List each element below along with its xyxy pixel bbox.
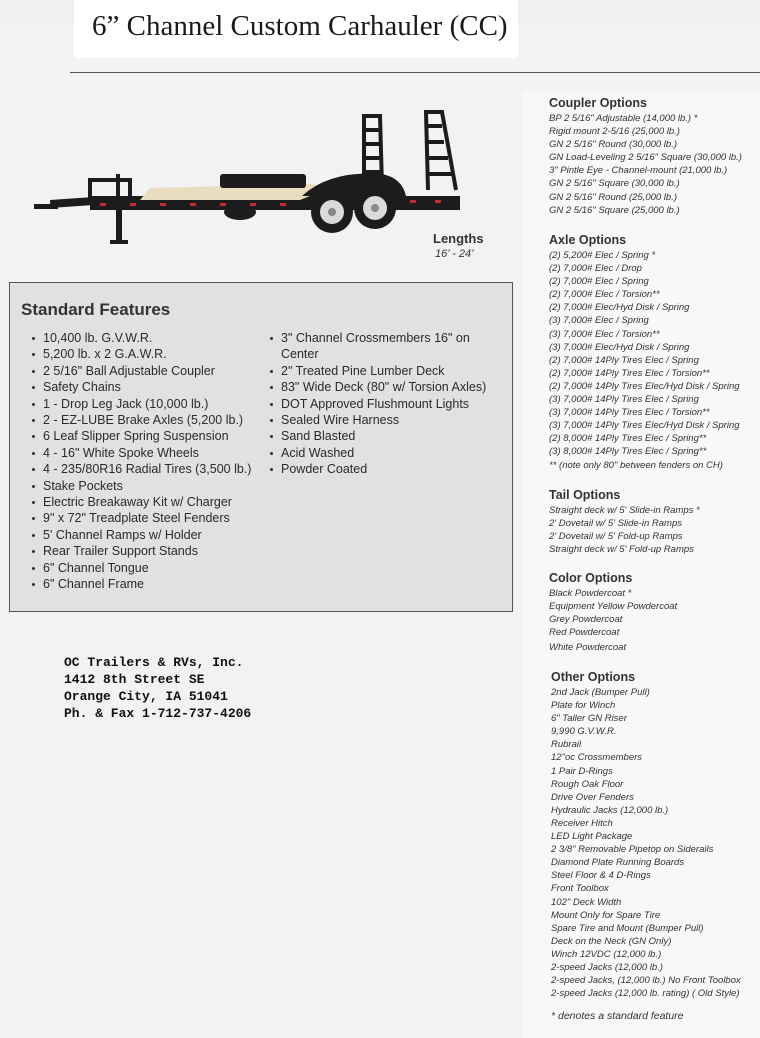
option-item: Front Toolbox	[551, 883, 609, 895]
feature-item: DOT Approved Flushmount Lights	[268, 396, 508, 412]
option-item: Rigid mount 2-5/16 (25,000 lb.)	[549, 126, 680, 138]
option-item: 2' Dovetail w/ 5' Slide-in Ramps	[549, 518, 682, 530]
option-item: 2-speed Jacks, (12,000 lb.) No Front Toolbox	[551, 975, 741, 987]
feature-item: Stake Pockets	[30, 478, 275, 494]
feature-item: Sealed Wire Harness	[268, 412, 508, 428]
axle-options-section	[549, 233, 740, 472]
option-item: (3) 7,000# 14Ply Tires Elec / Torsion**	[549, 407, 710, 419]
option-item: 2nd Jack (Bumper Pull)	[551, 687, 650, 698]
feature-item: 83" Wide Deck (80" w/ Torsion Axles)	[268, 379, 508, 395]
option-item: GN 2 5/16" Round (30,000 lb.)	[549, 139, 678, 151]
option-item: (2) 7,000# Elec / Torsion**	[549, 289, 660, 301]
title-rule	[70, 72, 760, 73]
option-item: Rough Oak Floor	[551, 778, 624, 790]
lengths-value: 16’ - 24’	[435, 248, 474, 260]
option-item: 9,990 G.V.W.R.	[551, 726, 617, 738]
option-item: (3) 7,000# 14Ply Tires Elec/Hyd Disk / Spring	[549, 420, 740, 432]
feature-item: Powder Coated	[268, 461, 508, 477]
option-item: Drive Over Fenders	[551, 791, 634, 803]
option-item: 2 3/8" Removable Pipetop on Siderails	[551, 844, 714, 856]
option-item: GN 2 5/16" Round (25,000 lb.)	[549, 191, 678, 203]
color-options-section	[549, 571, 677, 654]
option-item: GN Load-Leveling 2 5/16" Square (30,000 lb.)	[549, 152, 742, 164]
address-line-city: Orange City, IA 51041	[64, 689, 228, 704]
feature-item: Sand Blasted	[268, 428, 508, 444]
option-item: (3) 7,000# Elec / Torsion**	[549, 328, 660, 340]
address-line-street: 1412 8th Street SE	[64, 672, 205, 687]
option-item: 3" Pintle Eye - Channel-mount (21,000 lb.)	[549, 165, 728, 177]
feature-item: 9" x 72" Treadplate Steel Fenders	[30, 510, 275, 526]
option-item: (3) 7,000# Elec/Hyd Disk / Spring	[549, 341, 690, 353]
trailer-illustration	[30, 108, 460, 253]
feature-item: 4 - 16" White Spoke Wheels	[30, 445, 275, 461]
dealer-address	[64, 654, 251, 722]
feature-item: 2 - EZ-LUBE Brake Axles (5,200 lb.)	[30, 412, 275, 428]
option-item: (3) 7,000# Elec / Spring	[549, 315, 649, 327]
option-item: GN 2 5/16" Square (25,000 lb.)	[549, 204, 680, 216]
feature-item: 5' Channel Ramps w/ Holder	[30, 527, 275, 543]
option-item: Mount Only for Spare Tire	[551, 909, 661, 921]
option-item: LED Light Package	[551, 831, 633, 843]
feature-item: 4 - 235/80R16 Radial Tires (3,500 lb.)	[30, 461, 275, 477]
option-item: Straight deck w/ 5' Slide-in Ramps *	[549, 505, 700, 516]
option-item: Deck on the Neck (GN Only)	[551, 935, 672, 947]
coupler-options-title: Coupler Options	[549, 96, 647, 110]
option-item: (2) 7,000# 14Ply Tires Elec / Spring	[549, 354, 699, 366]
feature-item: Safety Chains	[30, 379, 275, 395]
option-item: 6" Taller GN Riser	[551, 713, 627, 725]
feature-item: 5,200 lb. x 2 G.A.W.R.	[30, 346, 275, 362]
option-item: Receiver Hitch	[551, 817, 613, 829]
other-options-section	[551, 670, 741, 1000]
option-item: Hydraulic Jacks (12,000 lb.)	[551, 804, 669, 816]
feature-item: 6" Channel Tongue	[30, 560, 275, 576]
option-item: Equipment Yellow Powdercoat	[549, 601, 678, 613]
option-item: 2-speed Jacks (12,000 lb.)	[551, 961, 663, 973]
option-item: Rubrail	[551, 739, 582, 751]
option-item: Diamond Plate Running Boards	[551, 857, 685, 869]
option-item: (2) 8,000# 14Ply Tires Elec / Spring**	[549, 433, 707, 445]
standard-features-list-right	[268, 330, 508, 478]
option-item: BP 2 5/16" Adjustable (14,000 lb.) *	[549, 113, 698, 124]
option-item: (3) 7,000# 14Ply Tires Elec / Spring	[549, 394, 699, 406]
address-line-name: OC Trailers & RVs, Inc.	[64, 655, 244, 670]
feature-item: Rear Trailer Support Stands	[30, 543, 275, 559]
option-item: GN 2 5/16" Square (30,000 lb.)	[549, 178, 680, 190]
other-options-title: Other Options	[551, 670, 636, 684]
option-item: (2) 7,000# 14Ply Tires Elec / Torsion**	[549, 367, 710, 379]
standard-features-box	[9, 282, 513, 612]
option-item: Spare Tire and Mount (Bumper Pull)	[551, 922, 704, 934]
option-item: 2' Dovetail w/ 5' Fold-up Ramps	[549, 531, 683, 543]
coupler-options-section	[549, 96, 742, 217]
option-item: Black Powdercoat *	[549, 588, 632, 599]
option-item: Red Powdercoat	[549, 627, 620, 639]
feature-item: 10,400 lb. G.V.W.R.	[30, 330, 275, 346]
option-item: White Powdercoat	[549, 642, 627, 654]
option-item: Plate for Winch	[551, 700, 616, 712]
tail-options-section	[549, 488, 700, 556]
option-item: Winch 12VDC (12,000 lb.)	[551, 948, 662, 960]
feature-item: 3" Channel Crossmembers 16" on Center	[268, 330, 508, 363]
lengths-label: Lengths	[433, 231, 484, 246]
option-item: (2) 7,000# Elec/Hyd Disk / Spring	[549, 302, 690, 314]
option-note: ** (note only 80" between fenders on CH)	[549, 459, 723, 471]
page-title: 6” Channel Custom Carhauler (CC)	[92, 10, 508, 42]
option-item: 12"oc Crossmembers	[551, 752, 643, 764]
option-item: Straight deck w/ 5' Fold-up Ramps	[549, 544, 694, 556]
feature-item: 6 Leaf Slipper Spring Suspension	[30, 428, 275, 444]
feature-item: Electric Breakaway Kit w/ Charger	[30, 494, 275, 510]
option-item: 1 Pair D-Rings	[551, 765, 613, 777]
standard-feature-footnote: * denotes a standard feature	[551, 1010, 684, 1022]
option-item: (2) 7,000# Elec / Drop	[549, 263, 642, 275]
standard-features-title: Standard Features	[21, 300, 171, 319]
option-item: (3) 8,000# 14Ply Tires Elec / Spring**	[549, 446, 707, 458]
address-line-phone: Ph. & Fax 1-712-737-4206	[64, 706, 252, 721]
feature-item: 2 5/16" Ball Adjustable Coupler	[30, 363, 275, 379]
option-item: (2) 7,000# 14Ply Tires Elec/Hyd Disk / Spring	[549, 380, 740, 392]
option-item: 2-speed Jacks (12,000 lb. rating) ( Old Style)	[551, 988, 740, 1000]
standard-features-list-left	[30, 330, 275, 593]
color-options-title: Color Options	[549, 571, 633, 585]
feature-item: Acid Washed	[268, 445, 508, 461]
option-item: (2) 5,200# Elec / Spring *	[549, 250, 656, 261]
option-item: 102" Deck Width	[551, 896, 622, 908]
option-item: Steel Floor & 4 D-Rings	[551, 870, 651, 882]
tail-options-title: Tail Options	[549, 488, 621, 502]
feature-item: 6" Channel Frame	[30, 576, 275, 592]
option-item: Grey Powdercoat	[549, 614, 623, 626]
feature-item: 2" Treated Pine Lumber Deck	[268, 363, 508, 379]
feature-item: 1 - Drop Leg Jack (10,000 lb.)	[30, 396, 275, 412]
option-item: (2) 7,000# Elec / Spring	[549, 276, 649, 288]
axle-options-title: Axle Options	[549, 233, 627, 247]
